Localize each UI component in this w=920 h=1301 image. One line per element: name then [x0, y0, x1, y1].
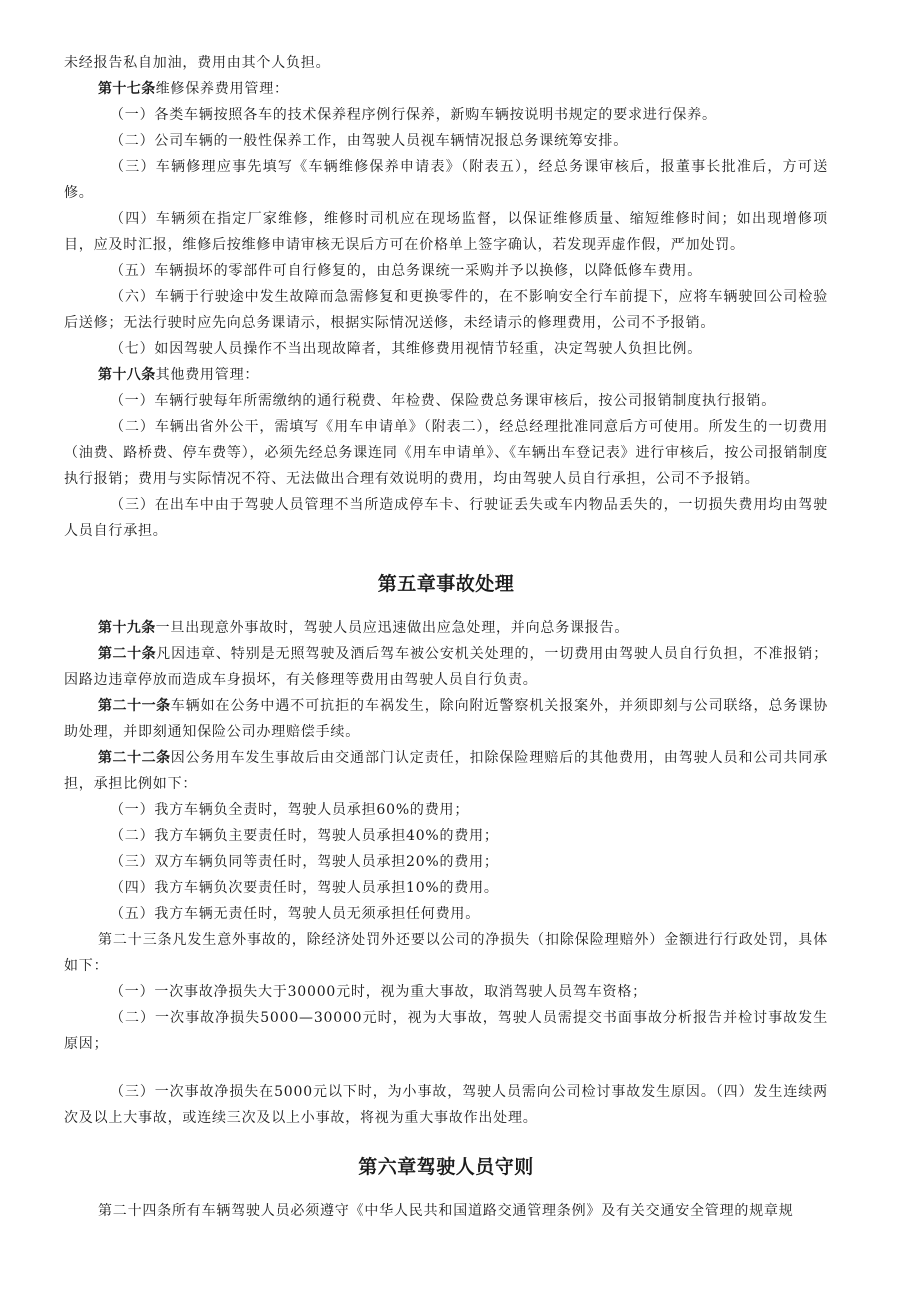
document-page	[64, 50, 828, 1224]
article-24: 第二十四条所有车辆驾驶人员必须遵守《中华人民共和国道路交通管理条例》及有关交通安全管理的规章规	[98, 1203, 794, 1219]
list-item: （四）我方车辆负次要责任时，驾驶人员承担10%的费用。	[110, 880, 499, 896]
list-item: （一）一次事故净损失大于30000元时，视为重大事故，取消驾驶人员驾车资格；	[110, 984, 647, 1000]
article-21: 第二十一条车辆如在公务中遇不可抗拒的车祸发生，除向附近警察机关报案外，并须即刻与公司联络，总务课协助处理，并即刻通知保险公司办理赔偿手续。	[64, 698, 829, 740]
article-22: 第二十二条因公务用车发生事故后由交通部门认定责任，扣除保险理赔后的其他费用，由驾驶人员和公司共同承担，承担比例如下：	[64, 750, 829, 792]
chapter-5-heading: 第五章事故处理	[377, 573, 515, 595]
list-item: （七）如因驾驶人员操作不当出现故障者，其维修费用视情节轻重，决定驾驶人负担比例。	[110, 341, 702, 357]
list-item: （一）车辆行驶每年所需缴纳的通行税费、年检费、保险费总务课审核后，按公司报销制度执行报销。	[110, 393, 776, 409]
article-label: 第二十一条	[98, 698, 171, 714]
chapter-6-heading: 第六章驾驶人员守则	[358, 1156, 534, 1178]
article-17: 第十七条维修保养费用管理：	[98, 81, 289, 97]
article-20: 第二十条凡因违章、特别是无照驾驶及酒后驾车被公安机关处理的，一切费用由驾驶人员自行负担，不准报销；因路边违章停放而造成车身损坏，有关修理等费用由驾驶人员自行负责。	[64, 646, 828, 688]
list-item: （四）车辆须在指定厂家维修，维修时司机应在现场监督，以保证维修质量、缩短维修时间；如出现增修项目，应及时汇报，维修后按维修申请审核无误后方可在价格单上签字确认，若发现弄虚作假，严加处罚。	[64, 211, 828, 253]
list-item: （二）车辆出省外公干，需填写《用车申请单》（附表二），经总经理批准同意后方可使用。所发生的一切费用（油费、路桥费、停车费等），必须先经总务课连同《用车申请单》、《车辆出车登记表》进行审核后，按公司报销制度执行报销；费用与实际情况不符、无法做出合理有效说明的费用，均由驾驶人员自行承担，公司不予报销。	[64, 419, 828, 487]
list-item: （二）我方车辆负主要责任时，驾驶人员承担40%的费用；	[110, 828, 499, 844]
article-label: 第二十二条	[98, 750, 171, 766]
list-item: （三）一次事故净损失在5000元以下时，为小事故，驾驶人员需向公司检讨事故发生原因。（四）发生连续两次及以上大事故，或连续三次及以上小事故，将视为重大事故作出处理。	[64, 1084, 828, 1126]
paragraph: 未经报告私自加油，费用由其个人负担。	[64, 55, 331, 71]
list-item: （三）在出车中由于驾驶人员管理不当所造成停车卡、行驶证丢失或车内物品丢失的，一切损失费用均由驾驶人员自行承担。	[64, 497, 828, 539]
spacer	[64, 1057, 828, 1079]
list-item: （六）车辆于行驶途中发生故障而急需修复和更换零件的，在不影响安全行车前提下，应将车辆驶回公司检验后送修；无法行驶时应先向总务课请示，根据实际情况送修，未经请示的修理费用，公司不予报销。	[64, 289, 828, 331]
list-item: （三）双方车辆负同等责任时，驾驶人员承担20%的费用；	[110, 854, 499, 870]
article-label: 第十七条	[98, 81, 156, 97]
list-item: （五）车辆损坏的零部件可自行修复的，由总务课统一采购并予以换修，以降低修车费用。	[110, 263, 702, 279]
list-item: （一）我方车辆负全责时，驾驶人员承担60%的费用；	[110, 802, 470, 818]
article-23: 第二十三条凡发生意外事故的，除经济处罚外还要以公司的净损失（扣除保险理赔外）金额进行行政处罚，具体如下：	[64, 932, 828, 974]
article-label: 第十九条	[98, 620, 156, 636]
list-item: （三）车辆修理应事先填写《车辆维修保养申请表》（附表五），经总务课审核后，报董事长批准后，方可送修。	[64, 159, 828, 201]
list-item: （一）各类车辆按照各车的技术保养程序例行保养，新购车辆按说明书规定的要求进行保养。	[110, 107, 717, 123]
list-item: （五）我方车辆无责任时，驾驶人员无须承担任何费用。	[110, 906, 480, 922]
list-item: （二）公司车辆的一般性保养工作，由驾驶人员视车辆情况报总务课统筹安排。	[110, 133, 628, 149]
article-label: 第十八条	[98, 367, 156, 383]
article-18: 第十八条其他费用管理：	[98, 367, 260, 383]
list-item: （二）一次事故净损失5000—30000元时，视为大事故，驾驶人员需提交书面事故分析报告并检讨事故发生原因；	[64, 1010, 828, 1052]
article-label: 第二十条	[98, 646, 157, 662]
article-19: 第十九条一旦出现意外事故时，驾驶人员应迅速做出应急处理，并向总务课报告。	[98, 620, 630, 636]
